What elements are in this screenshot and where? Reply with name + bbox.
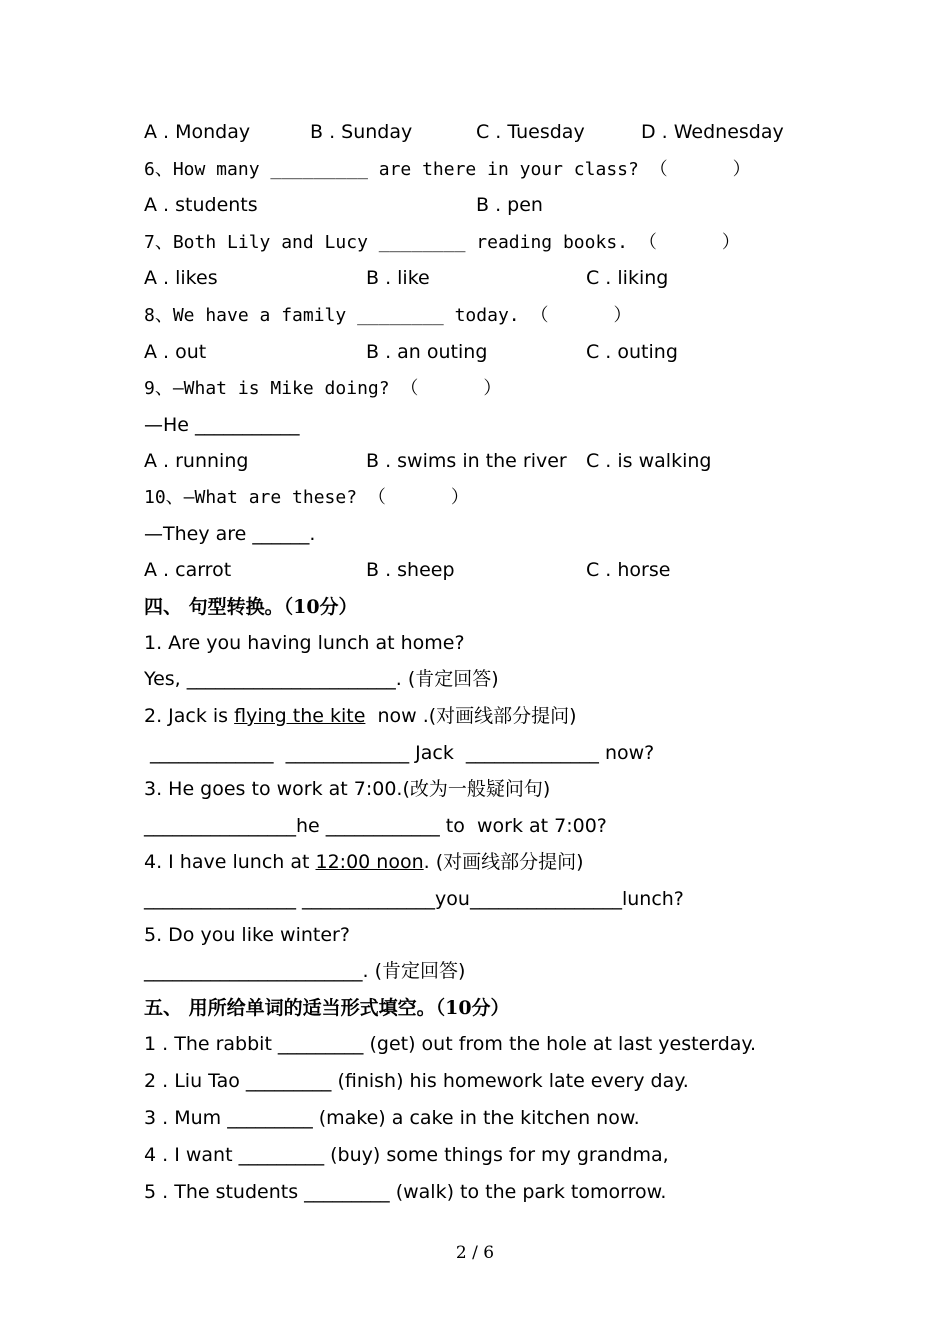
q6-option-b: B . pen bbox=[476, 194, 543, 216]
s4-q4-answer: ________________ ______________you________________lunch? bbox=[144, 888, 684, 910]
q10-stem: 10、—What are these? （ ） bbox=[144, 487, 469, 508]
s5-item-2: 2 . Liu Tao _________ (finish) his homework late every day. bbox=[144, 1070, 689, 1092]
s4-q4-after: . (对画线部分提问) bbox=[423, 851, 584, 873]
s4-q2 bbox=[144, 704, 577, 728]
s4-q1: 1. Are you having lunch at home? bbox=[144, 632, 465, 654]
s4-q2-before: 2. Jack is bbox=[144, 705, 235, 727]
s4-q2-after: now .(对画线部分提问) bbox=[365, 705, 577, 727]
q10-option-c: C . horse bbox=[586, 559, 671, 581]
q9-stem: 9、—What is Mike doing? （ ） bbox=[144, 378, 502, 399]
s4-q2-answer: _____________ _____________ Jack ______________ now? bbox=[144, 742, 655, 764]
section5-heading: 五、 用所给单词的适当形式填空。（10分） bbox=[144, 997, 510, 1019]
s4-q4 bbox=[144, 850, 584, 874]
s4-q4-before: 4. I have lunch at bbox=[144, 851, 316, 873]
q7-option-c: C . liking bbox=[586, 267, 669, 289]
s4-q3-answer: ________________he ____________ to work at 7:00? bbox=[144, 815, 607, 837]
s4-q3: 3. He goes to work at 7:00.(改为一般疑问句) bbox=[144, 778, 551, 800]
q8-option-a: A . out bbox=[144, 341, 207, 363]
s5-item-4: 4 . I want _________ (buy) some things for my grandma, bbox=[144, 1144, 669, 1166]
q10-option-b: B . sheep bbox=[366, 559, 455, 581]
q5-option-d: D . Wednesday bbox=[641, 121, 784, 143]
q5-option-b: B . Sunday bbox=[310, 121, 413, 143]
s4-q5-answer: _______________________. (肯定回答) bbox=[144, 960, 466, 982]
q7-option-b: B . like bbox=[366, 267, 430, 289]
q5-option-a: A . Monday bbox=[144, 121, 251, 143]
q9-option-a: A . running bbox=[144, 450, 249, 472]
s4-q1-answer: Yes, ______________________. (肯定回答) bbox=[144, 668, 499, 690]
q8-option-c: C . outing bbox=[586, 341, 678, 363]
q10-answer-line: —They are ______. bbox=[144, 523, 316, 545]
section4-heading: 四、 句型转换。（10分） bbox=[144, 596, 358, 618]
q8-stem: 8、We have a family ________ today. （ ） bbox=[144, 305, 632, 326]
q6-option-a: A . students bbox=[144, 194, 258, 216]
q6-stem: 6、How many _________ are there in your class? （ ） bbox=[144, 159, 751, 180]
q9-option-b: B . swims in the river bbox=[366, 450, 567, 472]
page-number: 2 / 6 bbox=[455, 1243, 495, 1263]
q10-option-a: A . carrot bbox=[144, 559, 232, 581]
s5-item-1: 1 . The rabbit _________ (get) out from the hole at last yesterday. bbox=[144, 1033, 757, 1055]
q7-option-a: A . likes bbox=[144, 267, 218, 289]
q5-option-c: C . Tuesday bbox=[476, 121, 585, 143]
s5-item-5: 5 . The students _________ (walk) to the park tomorrow. bbox=[144, 1181, 667, 1203]
s4-q4-underlined: 12:00 noon bbox=[315, 851, 424, 873]
s5-item-3: 3 . Mum _________ (make) a cake in the kitchen now. bbox=[144, 1107, 640, 1129]
s4-q2-underlined: flying the kite bbox=[234, 705, 366, 727]
q9-option-c: C . is walking bbox=[586, 450, 712, 472]
q8-option-b: B . an outing bbox=[366, 341, 488, 363]
q9-answer-line: —He ___________ bbox=[144, 414, 300, 436]
q7-stem: 7、Both Lily and Lucy ________ reading books. （ ） bbox=[144, 232, 740, 253]
s4-q5: 5. Do you like winter? bbox=[144, 924, 350, 946]
